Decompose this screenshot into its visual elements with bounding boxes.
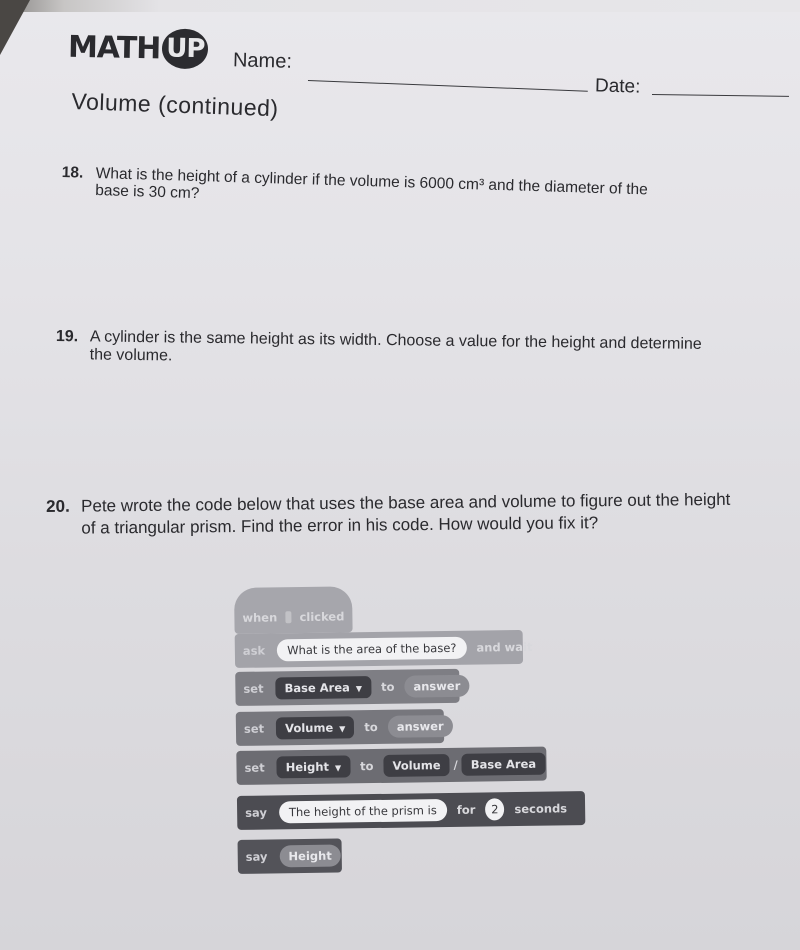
name-label: Name: xyxy=(232,49,293,73)
say-keyword: say xyxy=(245,805,267,820)
question-18 xyxy=(61,164,682,216)
say-height-block xyxy=(238,838,342,873)
say-for-seconds-block xyxy=(237,791,585,830)
variable-dropdown: Base Area ▼ xyxy=(275,676,371,699)
logo-up-badge: UP xyxy=(162,28,209,69)
photo-edge xyxy=(0,0,800,12)
variable-dropdown: Height ▼ xyxy=(277,755,351,778)
volume-reporter: Volume xyxy=(383,754,449,777)
variable-dropdown: Volume ▼ xyxy=(276,716,355,739)
height-reporter: Height xyxy=(279,845,341,868)
seconds-label: seconds xyxy=(514,801,568,817)
green-flag-icon xyxy=(285,611,291,623)
question-19 xyxy=(56,328,716,372)
question-number: 18. xyxy=(61,164,84,182)
set-keyword: set xyxy=(244,760,265,775)
for-label: for xyxy=(456,802,476,817)
ask-prompt: What is the area of the base? xyxy=(277,637,467,662)
chevron-down-icon: ▼ xyxy=(334,763,342,773)
photo-corner xyxy=(0,0,30,55)
ask-keyword: ask xyxy=(242,643,266,658)
question-20 xyxy=(46,489,736,540)
set-keyword: set xyxy=(243,681,264,696)
question-number: 19. xyxy=(55,328,79,346)
set-keyword: set xyxy=(243,721,265,736)
when-label: when xyxy=(242,610,278,625)
chevron-down-icon: ▼ xyxy=(339,724,346,734)
mathup-logo xyxy=(68,27,209,69)
divide-operator: / xyxy=(453,757,458,772)
question-text: What is the height of a cylinder if the volume is 6000 cm³ and the diameter of the base is 30 cm? xyxy=(94,165,649,203)
to-label: to xyxy=(360,759,374,774)
set-volume-block xyxy=(236,709,444,746)
when-flag-clicked-block xyxy=(234,586,353,634)
page-title: Volume (continued) xyxy=(71,88,280,122)
say-message: The height of the prism is xyxy=(279,799,447,823)
scratch-code xyxy=(232,583,596,898)
date-line xyxy=(652,94,789,97)
question-text: Pete wrote the code below that uses the base area and volume to figure out the height of a triangular prism. Find the error in his code. How would you fix it? xyxy=(81,489,731,538)
set-height-block xyxy=(236,747,546,785)
clicked-label: clicked xyxy=(299,609,345,625)
question-number: 20. xyxy=(46,496,70,516)
set-base-area-block xyxy=(235,669,459,706)
base-area-reporter: Base Area xyxy=(462,753,546,776)
logo-math-text: MATH xyxy=(67,29,161,66)
question-text: A cylinder is the same height as its width. Choose a value for the height and determine the volume. xyxy=(89,328,702,365)
to-label: to xyxy=(364,719,378,735)
say-keyword: say xyxy=(245,849,268,864)
and-wait-label: and wait xyxy=(476,639,533,655)
chevron-down-icon: ▼ xyxy=(355,684,363,694)
answer-reporter: answer xyxy=(404,675,469,698)
ask-block xyxy=(235,630,533,668)
answer-reporter: answer xyxy=(388,715,453,738)
to-label: to xyxy=(380,679,395,694)
seconds-input: 2 xyxy=(485,798,504,820)
name-line xyxy=(308,80,588,92)
date-label: Date: xyxy=(594,75,641,98)
